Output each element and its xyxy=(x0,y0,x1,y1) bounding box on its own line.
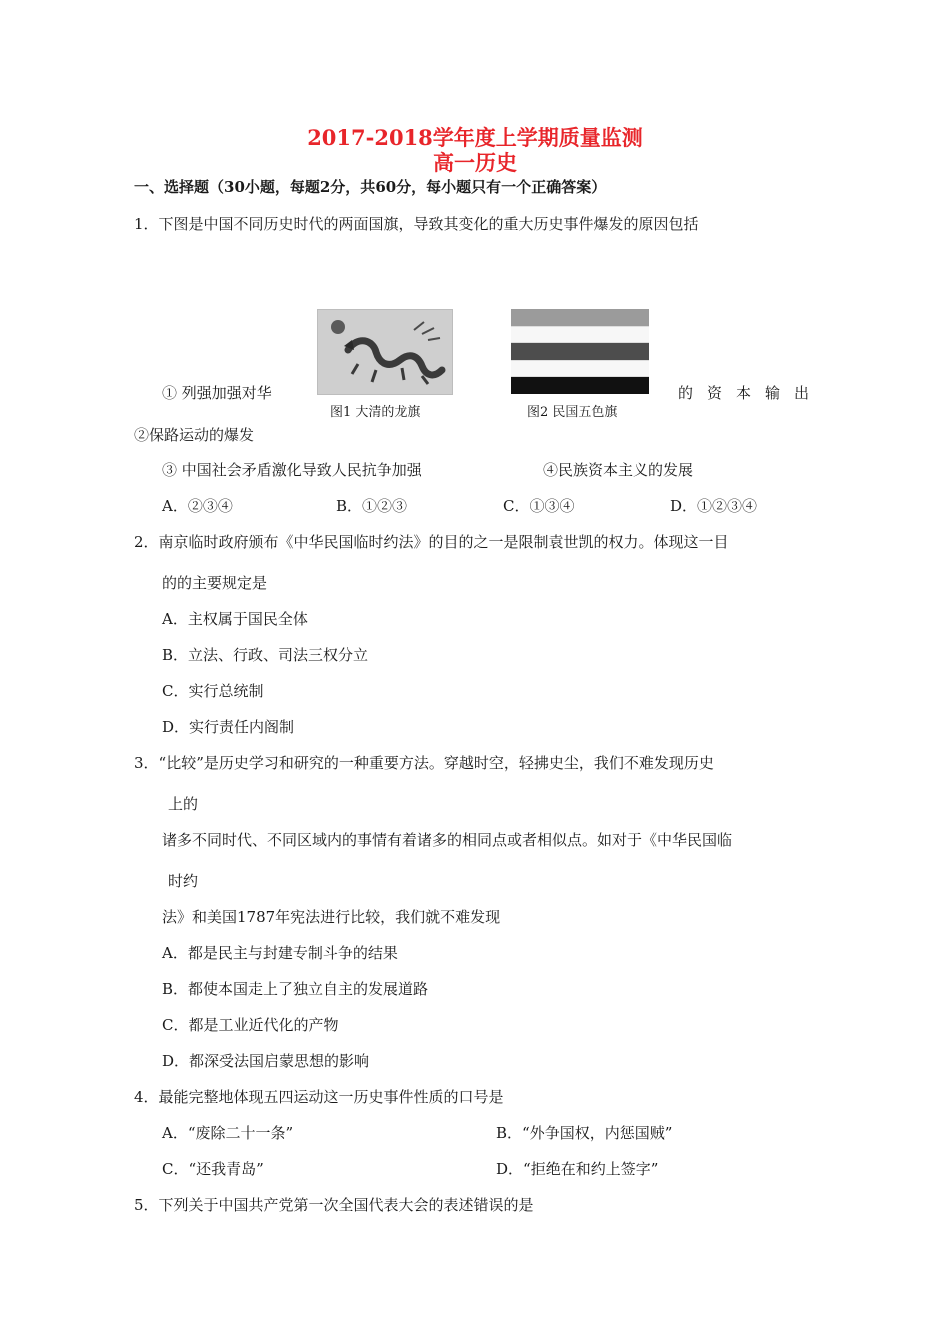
q1-stem: 1．下图是中国不同历史时代的两面国旗，导致其变化的重大历史事件爆发的原因包括 xyxy=(134,215,699,233)
q2-option-a: A．主权属于国民全体 xyxy=(162,610,308,628)
q4-option-b: B．“外争国权，内惩国贼” xyxy=(496,1124,673,1142)
q3-option-c: C．都是工业近代化的产物 xyxy=(162,1016,339,1034)
q3-option-b: B．都使本国走上了独立自主的发展道路 xyxy=(162,980,429,998)
q3-option-d: D．都深受法国启蒙思想的影响 xyxy=(162,1052,370,1070)
q2-stem-line2: 的的主要规定是 xyxy=(162,574,268,592)
q4-option-d: D．“拒绝在和约上签字” xyxy=(496,1160,659,1178)
q1-option-b: B．①②③ xyxy=(336,497,408,515)
flag-stripe xyxy=(511,360,649,377)
flag-stripe xyxy=(511,309,649,326)
flag-stripe xyxy=(511,343,649,360)
figure1-caption: 图1 大清的龙旗 xyxy=(330,405,421,420)
dragon-flag-image xyxy=(317,309,453,395)
document-subtitle: 高一历史 xyxy=(433,150,517,175)
q1-option-a: A．②③④ xyxy=(162,497,233,515)
q4-option-a: A．“废除二十一条” xyxy=(162,1124,294,1142)
q2-option-d: D．实行责任内阁制 xyxy=(162,718,295,736)
q2-stem-line1: 2．南京临时政府颁布《中华民国临时约法》的目的之一是限制袁世凯的权力。体现这一目 xyxy=(134,533,729,551)
section-heading: 一、选择题（30小题，每题2分，共60分，每小题只有一个正确答案） xyxy=(134,178,607,196)
q4-stem: 4．最能完整地体现五四运动这一历史事件性质的口号是 xyxy=(134,1088,504,1106)
q3-stem-line4: 时约 xyxy=(168,872,199,890)
q3-stem-line2: 上的 xyxy=(168,795,199,813)
flag-stripe xyxy=(511,377,649,394)
q1-item2: ②保路运动的爆发 xyxy=(134,426,255,444)
q3-stem-line5: 法》和美国1787年宪法进行比较，我们就不难发现 xyxy=(162,908,501,926)
q2-option-c: C．实行总统制 xyxy=(162,682,264,700)
flag-stripe xyxy=(511,326,649,343)
q1-item4: ④民族资本主义的发展 xyxy=(543,461,694,479)
q3-stem-line3: 诸多不同时代、不同区域内的事情有着诸多的相同点或者相似点。如对于《中华民国临 xyxy=(162,831,733,849)
document-title: 2017-2018学年度上学期质量监测 xyxy=(307,125,643,150)
q1-item1-left: ① 列强加强对华 xyxy=(162,384,272,402)
dragon-icon xyxy=(318,310,452,394)
q1-item3: ③ 中国社会矛盾激化导致人民抗争加强 xyxy=(162,461,422,479)
q1-option-d: D．①②③④ xyxy=(670,497,758,515)
q1-option-c: C．①③④ xyxy=(503,497,575,515)
q3-option-a: A．都是民主与封建专制斗争的结果 xyxy=(162,944,398,962)
figure2-caption: 图2 民国五色旗 xyxy=(527,405,618,420)
q2-option-b: B．立法、行政、司法三权分立 xyxy=(162,646,369,664)
q4-option-c: C．“还我青岛” xyxy=(162,1160,264,1178)
q3-stem-line1: 3．“比较”是历史学习和研究的一种重要方法。穿越时空，轻拂史尘，我们不难发现历史 xyxy=(134,754,714,772)
q5-stem: 5．下列关于中国共产党第一次全国代表大会的表述错误的是 xyxy=(134,1196,534,1214)
q1-item1-right: 的资本输出 xyxy=(678,384,824,402)
